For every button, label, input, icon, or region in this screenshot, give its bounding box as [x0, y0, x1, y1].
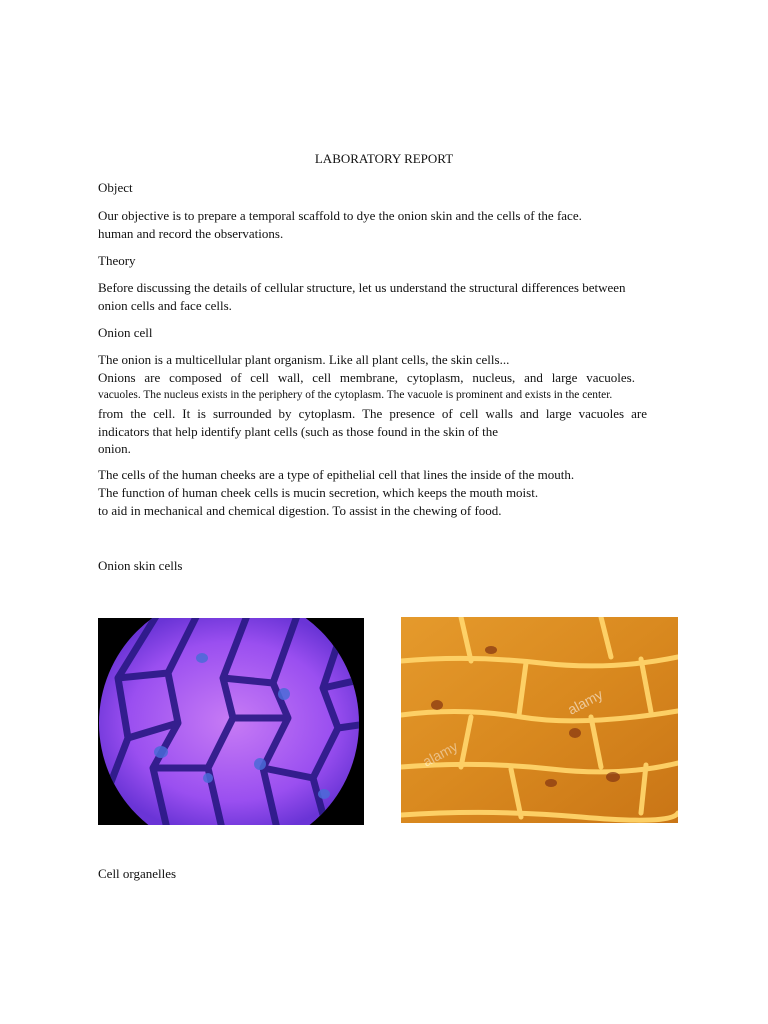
onion-cell-line-6: onion.	[98, 441, 131, 456]
theory-line-1: Before discussing the details of cellular structure, let us understand the structural differences between	[98, 280, 626, 295]
onion-skin-micrograph-amber	[401, 617, 678, 823]
object-line-1: Our objective is to prepare a temporal scaffold to dye the onion skin and the cells of the face.	[98, 208, 582, 223]
alamy-watermark: alamy	[564, 685, 606, 718]
cell-organelles-heading: Cell organelles	[98, 866, 177, 881]
onion-cell-line-4: from the cell. It is surrounded by cytoplasm. The presence of cell walls and large vacuoles are	[98, 406, 647, 421]
onion-cell-line-3: vacuoles. The nucleus exists in the periphery of the cytoplasm. The vacuole is prominent and exists in the center.	[98, 389, 613, 401]
cheek-cell-line-2: The function of human cheek cells is mucin secretion, which keeps the mouth moist.	[98, 485, 539, 500]
onion-skin-cells-heading: Onion skin cells	[98, 558, 183, 573]
onion-cell-line-1: The onion is a multicellular plant organism. Like all plant cells, the skin cells...	[98, 352, 510, 367]
onion-skin-micrograph-purple	[98, 618, 364, 825]
alamy-watermark-2: alamy	[419, 737, 461, 770]
object-line-2: human and record the observations.	[98, 226, 284, 241]
theory-heading: Theory	[98, 253, 136, 268]
onion-cell-heading: Onion cell	[98, 325, 153, 340]
onion-cell-line-5: indicators that help identify plant cells (such as those found in the skin of the	[98, 424, 499, 439]
theory-line-2: onion cells and face cells.	[98, 298, 232, 313]
onion-cell-line-2: Onions are composed of cell wall, cell membrane, cytoplasm, nucleus, and large vacuoles.	[98, 370, 635, 385]
cheek-cell-line-1: The cells of the human cheeks are a type of epithelial cell that lines the inside of the mouth.	[98, 467, 575, 482]
report-title: LABORATORY REPORT	[314, 151, 454, 166]
cheek-cell-line-3: to aid in mechanical and chemical digestion. To assist in the chewing of food.	[98, 503, 502, 518]
object-heading: Object	[98, 180, 133, 195]
